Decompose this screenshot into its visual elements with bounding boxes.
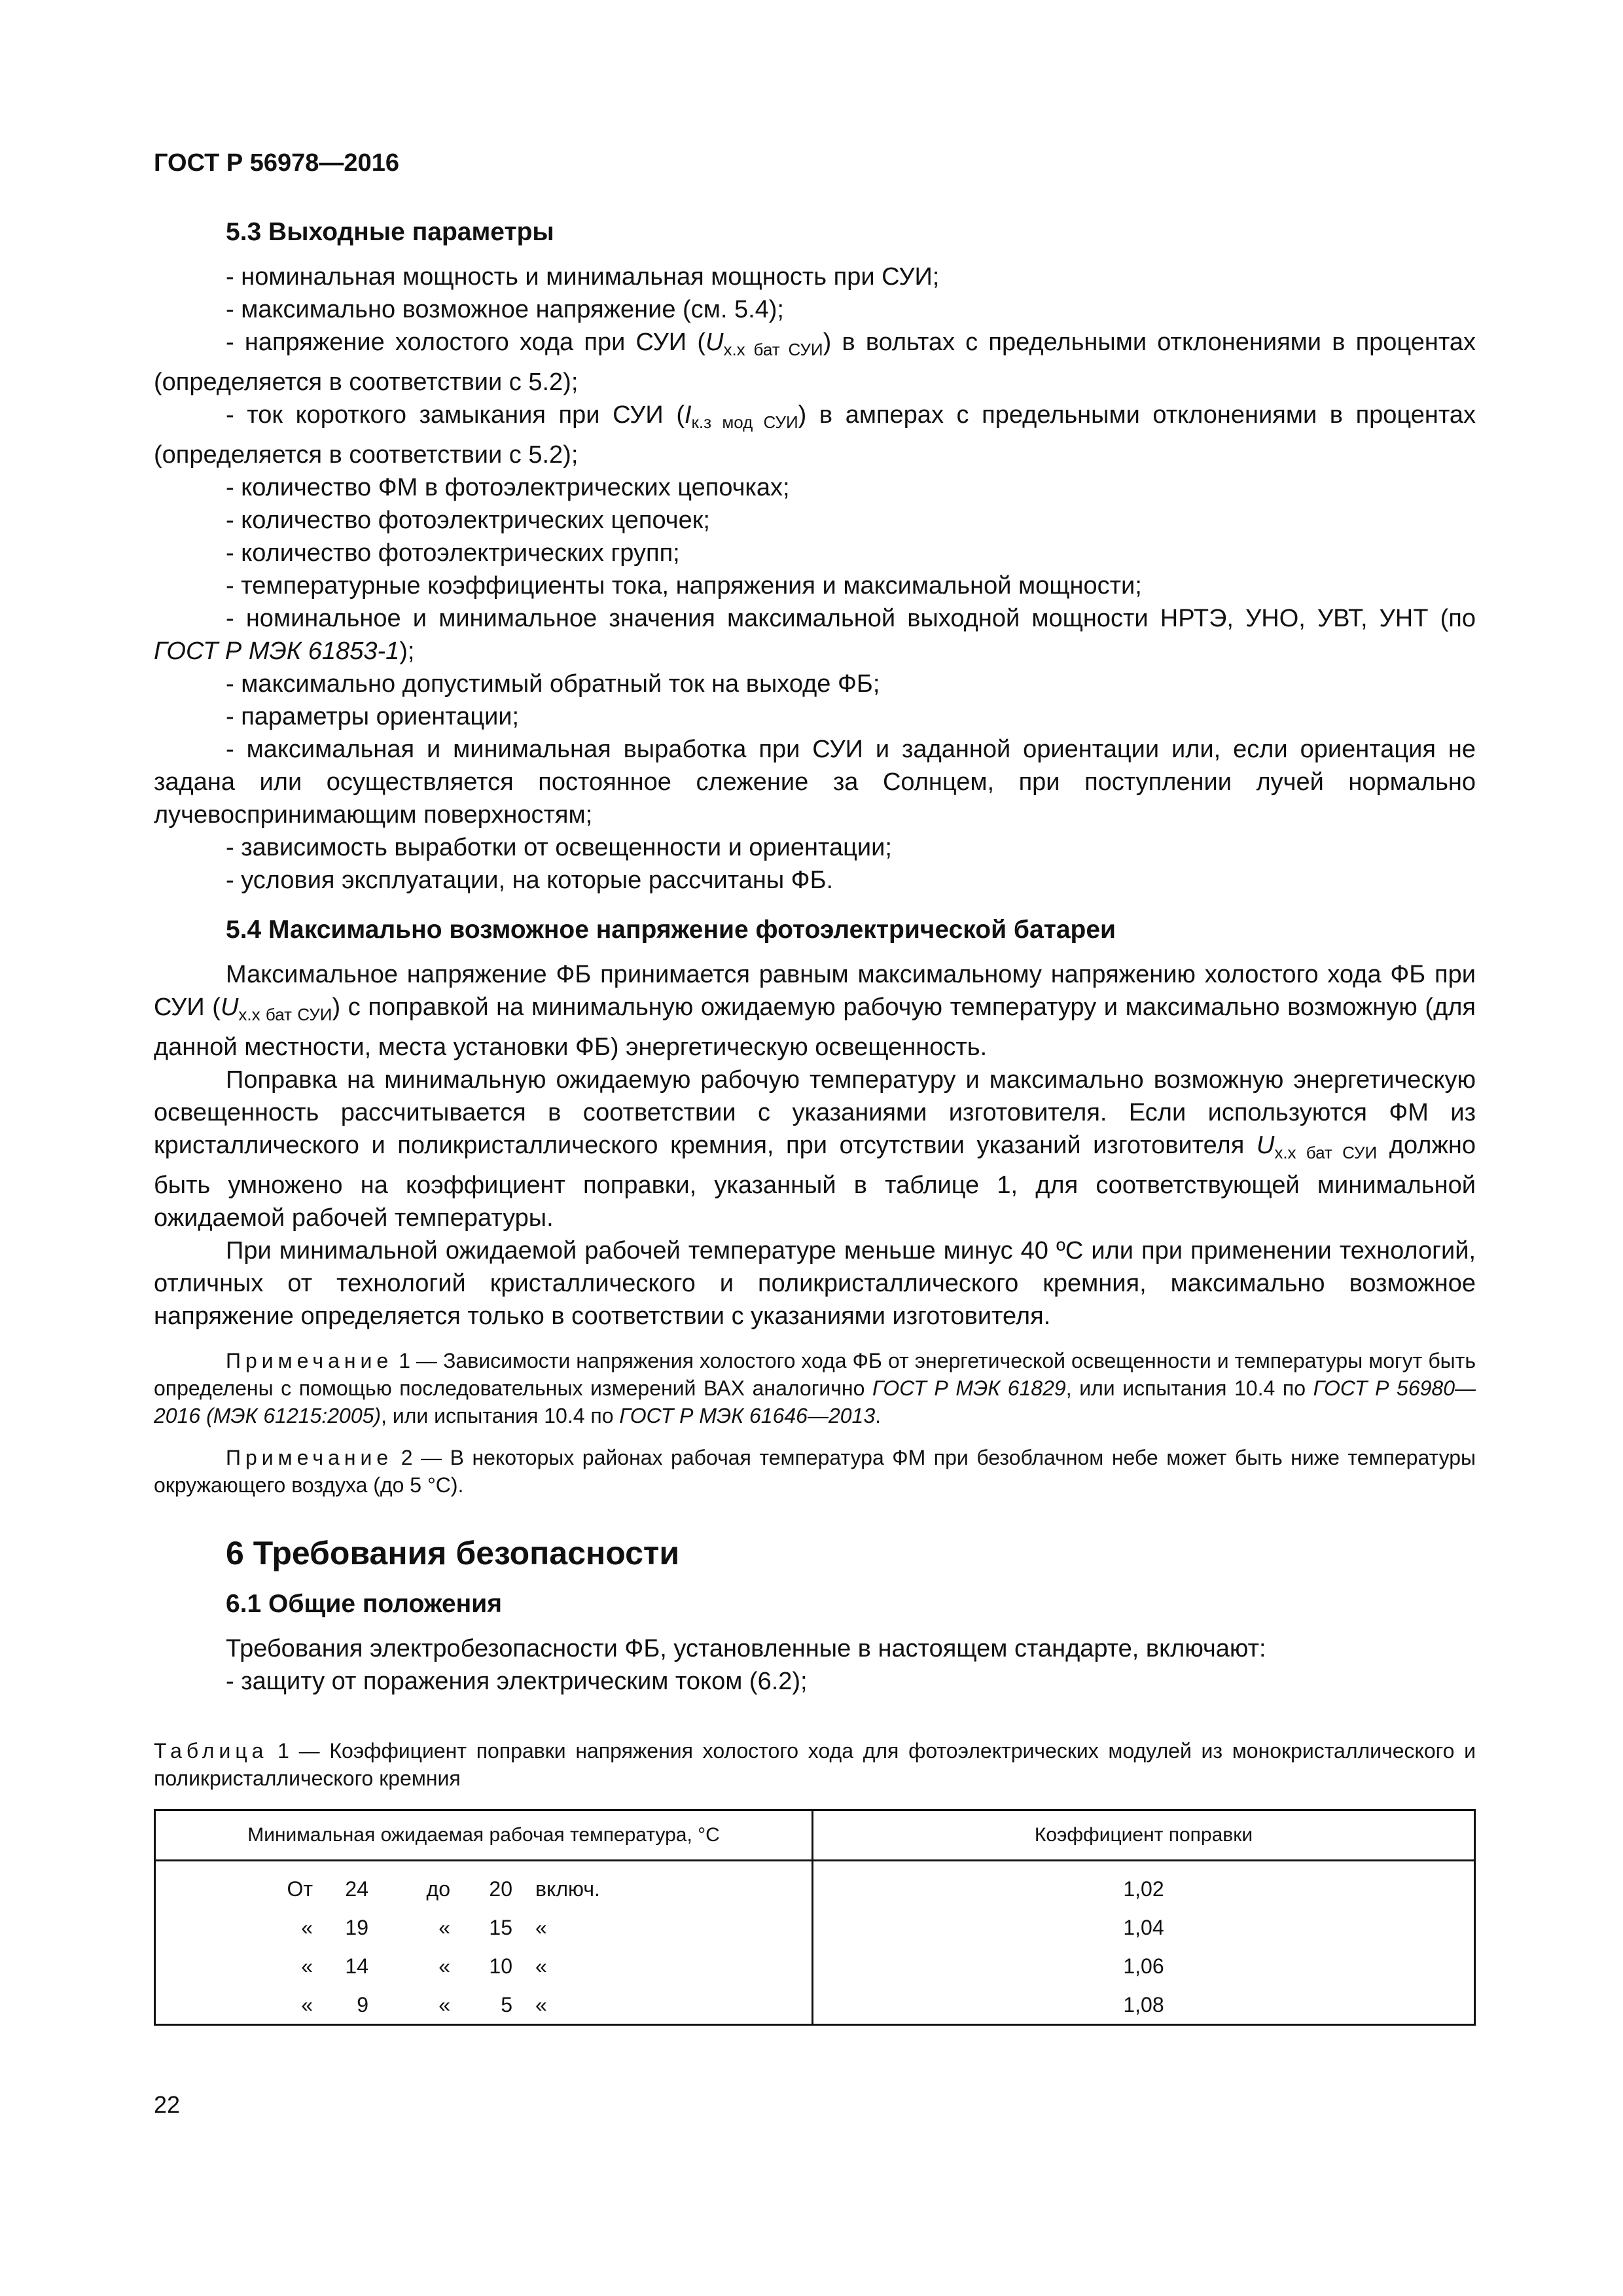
list-item: - номинальная мощность и минимальная мощность при СУИ; — [226, 263, 940, 291]
temperature-range-part: « — [301, 1992, 313, 2017]
table-caption: Таблица 1 — Коэффициент поправки напряжения холостого хода для фотоэлектрических модулей из монокристаллического и поликристаллического кремния — [154, 1739, 1476, 1790]
temperature-range-part: 9 — [357, 1992, 368, 2017]
page-number: 22 — [154, 2091, 181, 2118]
section-5-3-title: 5.3 Выходные параметры — [226, 218, 554, 246]
list-item: - зависимость выработки от освещенности и ориентации; — [226, 834, 892, 861]
document-id-header: ГОСТ Р 56978—2016 — [154, 149, 399, 177]
temperature-range-part: 5 — [501, 1992, 512, 2017]
temperature-range-part: « — [535, 1954, 547, 1978]
section-6-1-title: 6.1 Общие положения — [226, 1590, 502, 1618]
coefficient-cell: 1,06 — [813, 1946, 1475, 1985]
temperature-range-cell — [155, 1985, 813, 2025]
temperature-range-cell — [155, 1908, 813, 1946]
table-row — [155, 1985, 1475, 2025]
correction-factor-table — [154, 1809, 1476, 2026]
list-item: - ток короткого замыкания при СУИ $(I_{к.з мод СУИ})$ в амперах с предельными отклонениями в процентах (определяется в соответствии с 5.2); — [154, 401, 1476, 469]
paragraph: Требования электробезопасности ФБ, установленные в настоящем стандарте, включают: — [226, 1635, 1266, 1662]
list-item: - максимально возможное напряжение (см. 5.4); — [226, 296, 784, 323]
temperature-range-part: 19 — [345, 1915, 368, 1939]
table-row — [155, 1861, 1475, 1909]
column-header-coefficient: Коэффициент поправки — [813, 1810, 1475, 1861]
paragraph: Поправка на минимальную ожидаемую рабочую температуру и максимально возможную энергетическую освещенность рассчитывается в соответствии с указаниями изготовителя. Если используются ФМ из кристаллического и поликристаллического кремния, при отсутствии указаний изготовителя $U_{х.х бат СУИ}$ должно быть умножено на коэффициент поправки, указанный в таблице 1, для соответствующей минимальной ожидаемой рабочей температуры. — [154, 1066, 1476, 1232]
page-content — [154, 216, 1476, 2026]
list-item: - количество ФМ в фотоэлектрических цепочках; — [226, 474, 790, 501]
table-header-row — [155, 1810, 1475, 1861]
temperature-range-cell — [155, 1946, 813, 1985]
section-5-4-title: 5.4 Максимально возможное напряжение фотоэлектрической батареи — [226, 916, 1116, 944]
note-2: Примечание 2 — В некоторых районах рабочая температура ФМ при безоблачном небе может быть ниже температуры окружающего воздуха (до 5 °С). — [154, 1446, 1476, 1497]
list-item: - напряжение холостого хода при СУИ $(U_{х.х бат СУИ})$ в вольтах с предельными отклонениями в процентах (определяется в соответствии с 5.2); — [154, 329, 1476, 396]
temperature-range-part: « — [535, 1992, 547, 2017]
note-1: Примечание 1 — Зависимости напряжения холостого хода ФБ от энергетической освещенности и температуры могут быть определены с помощью последовательных измерений ВАХ аналогично ГОСТ Р МЭК 61829, или испытания 10.4 по ГОСТ Р 56980—2016 (МЭК 61215:2005), или испытания 10.4 по ГОСТ Р МЭК 61646—2013. — [154, 1349, 1476, 1427]
list-item: - количество фотоэлектрических цепочек; — [226, 507, 710, 534]
list-item: - номинальное и минимальное значения максимальной выходной мощности НРТЭ, УНО, УВТ, УНТ (по ГОСТ Р МЭК 61853-1); — [154, 605, 1476, 665]
list-item: - защиту от поражения электрическим током (6.2); — [226, 1668, 808, 1695]
list-item: - параметры ориентации; — [226, 703, 520, 730]
temperature-range-part: « — [535, 1915, 547, 1939]
list-item: - максимальная и минимальная выработка при СУИ и заданной ориентации или, если ориентация не задана или осуществляется постоянное слежение за Солнцем, при поступлении лучей нормально лучевоспринимающим поверхностям; — [154, 736, 1476, 829]
temperature-range-part: 24 — [345, 1876, 368, 1901]
temperature-range-cell — [155, 1861, 813, 1909]
temperature-range-part: « — [438, 1915, 450, 1939]
temperature-range-part: до — [426, 1876, 450, 1901]
section-6-title: 6 Требования безопасности — [226, 1535, 680, 1571]
table-row — [155, 1946, 1475, 1985]
temperature-range-part: 10 — [489, 1954, 512, 1978]
list-item: - максимально допустимый обратный ток на выходе ФБ; — [226, 670, 880, 698]
column-header-temperature: Минимальная ожидаемая рабочая температура, °С — [155, 1810, 813, 1861]
table-row — [155, 1908, 1475, 1946]
temperature-range-part: 20 — [489, 1876, 512, 1901]
temperature-range-part: 14 — [345, 1954, 368, 1978]
coefficient-cell: 1,08 — [813, 1985, 1475, 2025]
temperature-range-part: « — [438, 1954, 450, 1978]
list-item: - температурные коэффициенты тока, напряжения и максимальной мощности; — [226, 572, 1142, 600]
temperature-range-part: « — [438, 1992, 450, 2017]
list-item: - количество фотоэлектрических групп; — [226, 539, 680, 567]
temperature-range-part: От — [287, 1876, 313, 1901]
temperature-range-part: « — [301, 1954, 313, 1978]
temperature-range-part: 15 — [489, 1915, 512, 1939]
paragraph: Максимальное напряжение ФБ принимается равным максимальному напряжению холостого хода ФБ при СУИ $(U_{х.х бат СУИ})$ с поправкой на минимальную ожидаемую рабочую температуру и максимально возможную (для данной местности, места установки ФБ) энергетическую освещенность. — [154, 961, 1476, 1061]
temperature-range-part: включ. — [535, 1876, 600, 1901]
paragraph: При минимальной ожидаемой рабочей температуре меньше минус 40 ºС или при применении технологий, отличных от технологий кристаллического и поликристаллического кремния, максимально возможное напряжение определяется только в соответствии с указаниями изготовителя. — [154, 1237, 1476, 1330]
list-item: - условия эксплуатации, на которые рассчитаны ФБ. — [226, 867, 834, 894]
coefficient-cell: 1,02 — [813, 1861, 1475, 1909]
coefficient-cell: 1,04 — [813, 1908, 1475, 1946]
temperature-range-part: « — [301, 1915, 313, 1939]
